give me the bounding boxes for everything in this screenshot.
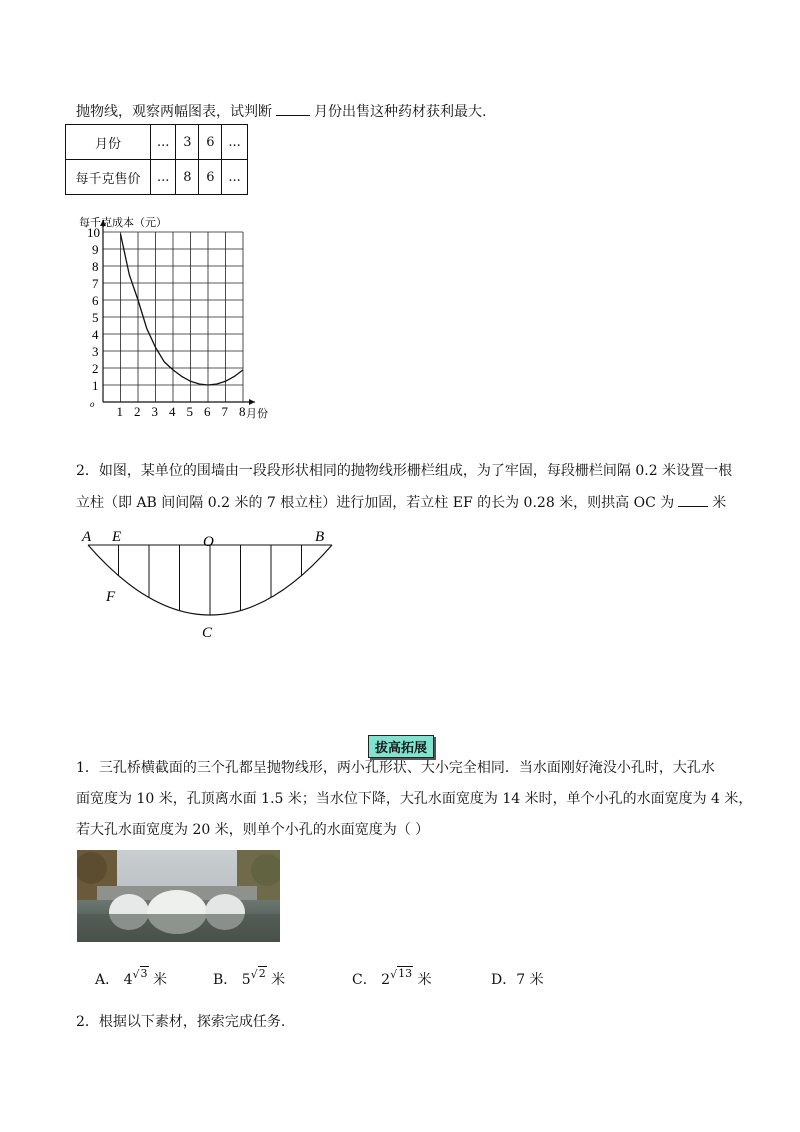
table-cell: 3 xyxy=(176,125,199,160)
x-tick-label: 5 xyxy=(186,404,193,419)
table-cell: ... xyxy=(222,160,247,195)
option-a-radicand: 3 xyxy=(140,967,148,980)
q3-line3: 若大孔水面宽度为 20 米，则单个小孔的水面宽度为（ ） xyxy=(76,822,430,838)
option-b-coef: 5 xyxy=(241,972,251,988)
intro-text-before: 抛物线，观察两幅图表，试判断 xyxy=(76,104,272,120)
option-b-radicand: 2 xyxy=(258,967,266,980)
q2-unit: 米 xyxy=(712,495,727,511)
option-a-letter: A． xyxy=(95,972,120,988)
option-d xyxy=(491,969,544,989)
option-a-coef: 4 xyxy=(123,972,133,988)
label-f: F xyxy=(106,589,116,605)
y-tick-label: 4 xyxy=(92,327,99,342)
cost-chart xyxy=(70,205,290,425)
y-axis-title: 每千克成本（元） xyxy=(79,217,167,229)
y-tick-label: 5 xyxy=(92,310,99,325)
q2-line1 xyxy=(76,461,732,481)
q3-line1: 1．三孔桥横截面的三个孔都呈抛物线形，两小孔形状、大小完全相同．当水面刚好淹没小孔时，大孔水 xyxy=(76,760,715,776)
q4-line: 2．根据以下素材，探索完成任务. xyxy=(76,1014,286,1030)
y-tick-label: 7 xyxy=(92,276,99,291)
label-o: O xyxy=(203,534,214,550)
y-tick-label: 6 xyxy=(92,293,99,308)
option-c xyxy=(352,969,432,989)
option-c-radicand: 13 xyxy=(398,967,413,980)
table-row xyxy=(66,125,248,160)
answer-blank xyxy=(276,101,310,116)
x-tick-label: 2 xyxy=(134,404,141,419)
fence-diagram xyxy=(80,525,350,645)
price-table xyxy=(65,124,248,195)
row-header: 月份 xyxy=(66,125,151,160)
x-tick-label: 7 xyxy=(221,404,228,419)
option-d-letter: D． xyxy=(491,972,517,988)
radical-sign: √ xyxy=(250,968,258,981)
q3-line2: 面宽度为 10 米，孔顶离水面 1.5 米；当水位下降，大孔水面宽度为 14 米时，单个小孔的水面宽度为 4 米， xyxy=(76,791,753,807)
option-c-letter: C． xyxy=(352,972,377,988)
label-e: E xyxy=(112,529,122,545)
x-tick-label: 1 xyxy=(116,404,123,419)
label-a: A xyxy=(82,529,92,545)
option-c-unit: 米 xyxy=(417,972,432,988)
option-a-value xyxy=(123,967,149,988)
y-tick-label: 10 xyxy=(87,225,100,240)
option-c-value xyxy=(381,967,413,988)
table-row xyxy=(66,160,248,195)
radical-sign: √ xyxy=(390,968,398,981)
table-cell: ... xyxy=(151,125,176,160)
q2-text-line2: 立柱（即 AB 间间隔 0.2 米的 7 根立柱）进行加固，若立柱 EF 的长为 0.28 米，则拱高 OC 为 xyxy=(76,495,675,511)
intro-text-after: 月份出售这种药材获利最大. xyxy=(314,104,487,120)
label-c: C xyxy=(202,625,213,641)
y-tick-label: 8 xyxy=(92,259,99,274)
origin-label: o xyxy=(90,399,95,409)
y-tick-label: 9 xyxy=(92,242,99,257)
row-header: 每千克售价 xyxy=(66,160,151,195)
table-cell: ... xyxy=(151,160,176,195)
answer-blank xyxy=(678,492,708,507)
option-c-coef: 2 xyxy=(381,972,391,988)
q2-number: 2． xyxy=(76,463,99,479)
bridge-photo xyxy=(77,850,280,942)
x-tick-label: 4 xyxy=(169,404,176,419)
x-axis-title: 月份 xyxy=(246,408,268,420)
option-b-letter: B． xyxy=(213,972,238,988)
option-d-text: 7 米 xyxy=(516,972,544,988)
section-title: 拔高拓展 xyxy=(368,735,434,758)
y-tick-label: 1 xyxy=(92,378,99,393)
label-b: B xyxy=(315,529,325,545)
x-tick-label: 3 xyxy=(151,404,158,419)
fence-posts xyxy=(119,545,302,615)
x-axis-arrow xyxy=(249,399,255,405)
option-b xyxy=(213,969,285,989)
cost-curve xyxy=(121,234,244,385)
option-b-value xyxy=(241,967,267,988)
table-cell: ... xyxy=(222,125,247,160)
table-cell: 6 xyxy=(199,125,222,160)
option-a-unit: 米 xyxy=(152,972,167,988)
x-tick-label: 8 xyxy=(239,404,246,419)
table-cell: 6 xyxy=(199,160,222,195)
question-intro-line xyxy=(76,101,486,122)
y-tick-label: 3 xyxy=(92,344,99,359)
table-cell: 8 xyxy=(176,160,199,195)
q2-text-line1: 如图，某单位的围墙由一段段形状相同的抛物线形栅栏组成，为了牢固，每段栅栏间隔 0.2 米设置一根 xyxy=(98,463,733,479)
option-b-unit: 米 xyxy=(271,972,286,988)
x-tick-label: 6 xyxy=(204,404,211,419)
option-a xyxy=(95,969,167,989)
y-tick-label: 2 xyxy=(92,361,99,376)
q2-line2 xyxy=(76,492,726,513)
radical-sign: √ xyxy=(132,968,140,981)
